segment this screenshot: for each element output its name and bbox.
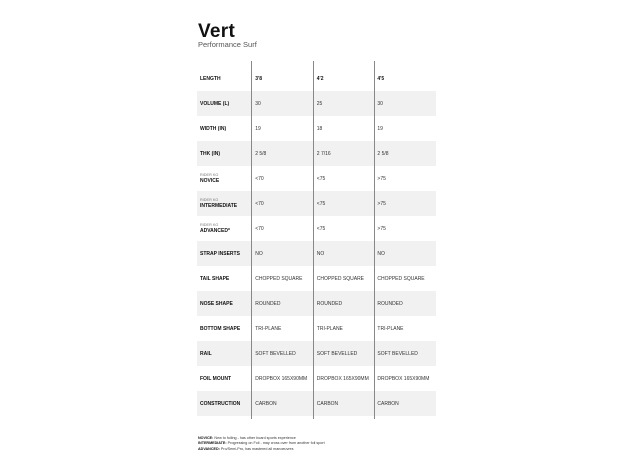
row-label: NOSE SHAPE — [197, 291, 252, 316]
table-row — [197, 166, 436, 191]
table-cell: NO — [252, 241, 314, 266]
column-divider — [313, 61, 314, 419]
table-cell: ROUNDED — [374, 291, 436, 316]
table-cell: SOFT BEVELLED — [252, 341, 314, 366]
table-cell: 30 — [374, 91, 436, 116]
table-cell: CHOPPED SQUARE — [255, 275, 303, 282]
table-cell: DROPBOX 165X90MM — [377, 375, 430, 382]
table-cell: DROPBOX 165X90MM — [316, 375, 369, 382]
footnote-line — [198, 447, 325, 452]
table-cell: SOFT BEVELLED — [314, 341, 375, 366]
row-label: FOIL MOUNT — [200, 375, 232, 382]
table-cell: CARBON — [252, 391, 314, 416]
table-cell: 2 5/8 — [374, 141, 436, 166]
table-row — [197, 266, 436, 291]
row-label: WIDTH (IN) — [200, 125, 227, 132]
page-subtitle: Performance Surf — [198, 40, 257, 49]
table-cell: DROPBOX 165X90MM — [255, 375, 308, 382]
row-label: STRAP INSERTS — [197, 241, 252, 266]
footnote-text: Progressing on Foil - may cross over from another foil sport — [227, 441, 325, 446]
row-label — [197, 216, 252, 241]
row-label-text: INTERMEDIATE — [200, 202, 238, 209]
table-cell: CHOPPED SQUARE — [316, 275, 365, 282]
table-row — [197, 316, 436, 341]
row-label: BOTTOM SHAPE — [200, 325, 241, 332]
table-cell: 19 — [377, 125, 383, 132]
table-cell: TRI-PLANE — [316, 325, 343, 332]
table-cell: <75 — [314, 191, 375, 216]
column-divider — [374, 61, 375, 419]
spec-rows — [197, 91, 436, 416]
row-sublabel: RIDER KG — [200, 223, 219, 228]
footnote-text: New to foiling - has other board sports experience — [214, 436, 296, 440]
table-cell: <70 — [252, 191, 314, 216]
column-divider — [251, 61, 252, 419]
table-row — [197, 366, 436, 391]
table-row — [197, 116, 436, 141]
table-cell: ROUNDED — [252, 291, 314, 316]
row-sublabel: RIDER KG — [200, 173, 219, 178]
table-header-row — [197, 66, 436, 91]
table-cell: 18 — [316, 125, 323, 132]
page-title: Vert — [198, 21, 236, 42]
row-label: TAIL SHAPE — [200, 275, 230, 282]
table-cell: <75 — [316, 225, 326, 232]
table-cell: TRI-PLANE — [255, 325, 282, 332]
table-row — [197, 341, 436, 366]
table-cell: <75 — [316, 175, 326, 182]
row-label: VOLUME (L) — [197, 91, 252, 116]
footnote-term: NOVICE: — [198, 436, 214, 440]
table-row — [197, 241, 436, 266]
footnote-text: Pro/Semi-Pro, has mastered all manoeuvres — [220, 446, 294, 451]
size-header: 3'8 — [255, 75, 262, 82]
size-header: 4'2 — [316, 75, 324, 82]
table-cell: 2 7/16 — [314, 141, 375, 166]
table-cell: CARBON — [314, 391, 375, 416]
spec-table — [197, 66, 436, 416]
table-row — [197, 216, 436, 241]
row-label-text: ADVANCED* — [200, 227, 230, 234]
row-label: THK (IN) — [197, 141, 252, 166]
table-row — [197, 391, 436, 416]
table-cell: ROUNDED — [314, 291, 375, 316]
row-sublabel: RIDER KG — [200, 198, 219, 203]
table-row — [197, 191, 436, 216]
row-label-text: NOVICE — [200, 177, 220, 184]
row-label: RAIL — [197, 341, 252, 366]
rider-level-footnotes — [198, 436, 325, 452]
table-cell: NO — [314, 241, 375, 266]
table-cell: SOFT BEVELLED — [374, 341, 436, 366]
table-cell: 30 — [252, 91, 314, 116]
table-cell: >75 — [377, 175, 386, 182]
footnote-term: ADVANCED: — [198, 446, 220, 451]
table-cell: >75 — [374, 191, 436, 216]
table-cell: >75 — [377, 225, 386, 232]
table-cell: <70 — [255, 175, 264, 182]
header-label-length: LENGTH — [200, 75, 221, 82]
footnote-term: INTERMEDIATE: — [198, 441, 227, 446]
size-header: 4'5 — [377, 75, 385, 82]
table-cell: 2 5/8 — [252, 141, 314, 166]
table-cell: CARBON — [374, 391, 436, 416]
row-label — [197, 166, 252, 191]
table-row — [197, 91, 436, 116]
table-cell: 25 — [314, 91, 375, 116]
row-label — [197, 191, 252, 216]
table-row — [197, 141, 436, 166]
table-cell: <70 — [255, 225, 264, 232]
table-cell: TRI-PLANE — [377, 325, 404, 332]
row-label: CONSTRUCTION — [197, 391, 252, 416]
table-cell: CHOPPED SQUARE — [377, 275, 425, 282]
table-row — [197, 291, 436, 316]
table-cell: NO — [374, 241, 436, 266]
table-cell: 19 — [255, 125, 261, 132]
